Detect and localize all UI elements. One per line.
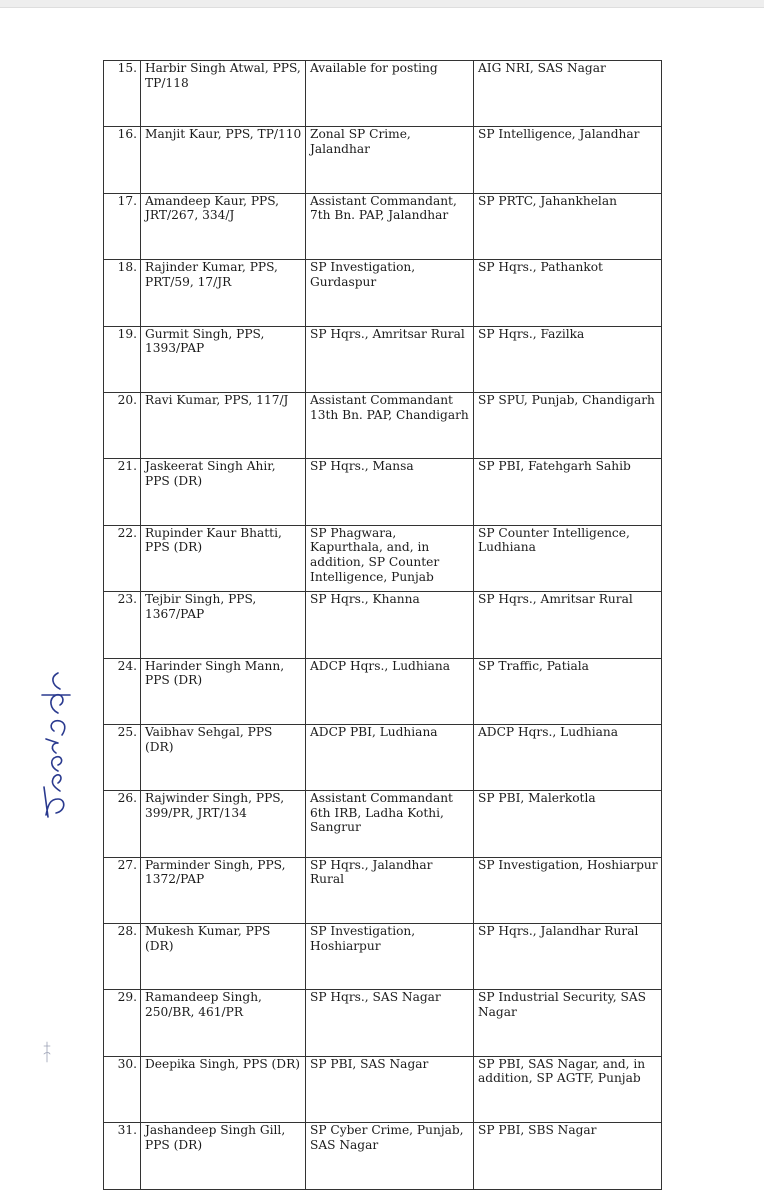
new-posting: SP Investigation, Hoshiarpur <box>474 857 662 923</box>
officer-name: Gurmit Singh, PPS, 1393/PAP <box>141 326 306 392</box>
new-posting: SP SPU, Punjab, Chandigarh <box>474 392 662 458</box>
serial-number: 20. <box>104 392 141 458</box>
new-posting: SP Industrial Security, SAS Nagar <box>474 990 662 1056</box>
table-row <box>104 459 662 525</box>
serial-number: 23. <box>104 592 141 658</box>
postings-table <box>103 60 662 1190</box>
viewer-top-bar <box>0 0 764 8</box>
officer-name: Deepika Singh, PPS (DR) <box>141 1056 306 1122</box>
serial-number: 26. <box>104 791 141 857</box>
new-posting: SP PRTC, Jahankhelan <box>474 193 662 259</box>
new-posting: SP Intelligence, Jalandhar <box>474 127 662 193</box>
table-row <box>104 61 662 127</box>
officer-name: Rajinder Kumar, PPS, PRT/59, 17/JR <box>141 260 306 326</box>
officer-name: Tejbir Singh, PPS, 1367/PAP <box>141 592 306 658</box>
officer-name: Ravi Kumar, PPS, 117/J <box>141 392 306 458</box>
serial-number: 31. <box>104 1123 141 1189</box>
table-row <box>104 592 662 658</box>
table-row <box>104 857 662 923</box>
officer-name: Harinder Singh Mann, PPS (DR) <box>141 658 306 724</box>
serial-number: 24. <box>104 658 141 724</box>
table-row <box>104 658 662 724</box>
new-posting: SP Hqrs., Fazilka <box>474 326 662 392</box>
serial-number: 19. <box>104 326 141 392</box>
present-posting: SP Phagwara, Kapurthala, and, in addition, SP Counter Intelligence, Punjab <box>306 525 474 591</box>
serial-number: 27. <box>104 857 141 923</box>
new-posting: SP PBI, SBS Nagar <box>474 1123 662 1189</box>
serial-number: 16. <box>104 127 141 193</box>
table-row <box>104 392 662 458</box>
serial-number: 25. <box>104 724 141 790</box>
officer-name: Jaskeerat Singh Ahir, PPS (DR) <box>141 459 306 525</box>
table-row <box>104 791 662 857</box>
postings-table-body <box>104 61 662 1190</box>
serial-number: 15. <box>104 61 141 127</box>
table-row <box>104 990 662 1056</box>
table-row <box>104 1123 662 1189</box>
present-posting: Zonal SP Crime, Jalandhar <box>306 127 474 193</box>
handwritten-signature <box>36 665 78 825</box>
new-posting: SP Traffic, Patiala <box>474 658 662 724</box>
table-row <box>104 193 662 259</box>
officer-name: Harbir Singh Atwal, PPS, TP/118 <box>141 61 306 127</box>
present-posting: SP PBI, SAS Nagar <box>306 1056 474 1122</box>
present-posting: SP Hqrs., Khanna <box>306 592 474 658</box>
table-row <box>104 525 662 591</box>
new-posting: SP PBI, Malerkotla <box>474 791 662 857</box>
new-posting: SP Hqrs., Pathankot <box>474 260 662 326</box>
serial-number: 21. <box>104 459 141 525</box>
present-posting: SP Investigation, Gurdaspur <box>306 260 474 326</box>
officer-name: Amandeep Kaur, PPS, JRT/267, 334/J <box>141 193 306 259</box>
serial-number: 28. <box>104 924 141 990</box>
serial-number: 30. <box>104 1056 141 1122</box>
officer-name: Vaibhav Sehgal, PPS (DR) <box>141 724 306 790</box>
new-posting: SP Counter Intelligence, Ludhiana <box>474 525 662 591</box>
present-posting: SP Hqrs., Mansa <box>306 459 474 525</box>
present-posting: Assistant Commandant, 7th Bn. PAP, Jalandhar <box>306 193 474 259</box>
present-posting: SP Hqrs., SAS Nagar <box>306 990 474 1056</box>
table-row <box>104 326 662 392</box>
serial-number: 18. <box>104 260 141 326</box>
present-posting: SP Investigation, Hoshiarpur <box>306 924 474 990</box>
new-posting: SP Hqrs., Amritsar Rural <box>474 592 662 658</box>
new-posting: ADCP Hqrs., Ludhiana <box>474 724 662 790</box>
present-posting: SP Hqrs., Amritsar Rural <box>306 326 474 392</box>
present-posting: ADCP Hqrs., Ludhiana <box>306 658 474 724</box>
serial-number: 29. <box>104 990 141 1056</box>
table-row <box>104 260 662 326</box>
present-posting: Assistant Commandant 13th Bn. PAP, Chandigarh <box>306 392 474 458</box>
new-posting: SP PBI, SAS Nagar, and, in addition, SP AGTF, Punjab <box>474 1056 662 1122</box>
present-posting: SP Cyber Crime, Punjab, SAS Nagar <box>306 1123 474 1189</box>
serial-number: 17. <box>104 193 141 259</box>
officer-name: Ramandeep Singh, 250/BR, 461/PR <box>141 990 306 1056</box>
serial-number: 22. <box>104 525 141 591</box>
present-posting: Assistant Commandant 6th IRB, Ladha Kothi, Sangrur <box>306 791 474 857</box>
table-row <box>104 924 662 990</box>
officer-name: Rajwinder Singh, PPS, 399/PR, JRT/134 <box>141 791 306 857</box>
new-posting: SP Hqrs., Jalandhar Rural <box>474 924 662 990</box>
new-posting: SP PBI, Fatehgarh Sahib <box>474 459 662 525</box>
present-posting: SP Hqrs., Jalandhar Rural <box>306 857 474 923</box>
table-row <box>104 1056 662 1122</box>
officer-name: Mukesh Kumar, PPS (DR) <box>141 924 306 990</box>
officer-name: Manjit Kaur, PPS, TP/110 <box>141 127 306 193</box>
table-row <box>104 127 662 193</box>
small-initials-mark <box>40 1040 54 1064</box>
table-row <box>104 724 662 790</box>
officer-name: Parminder Singh, PPS, 1372/PAP <box>141 857 306 923</box>
officer-name: Rupinder Kaur Bhatti, PPS (DR) <box>141 525 306 591</box>
new-posting: AIG NRI, SAS Nagar <box>474 61 662 127</box>
present-posting: ADCP PBI, Ludhiana <box>306 724 474 790</box>
present-posting: Available for posting <box>306 61 474 127</box>
officer-name: Jashandeep Singh Gill, PPS (DR) <box>141 1123 306 1189</box>
